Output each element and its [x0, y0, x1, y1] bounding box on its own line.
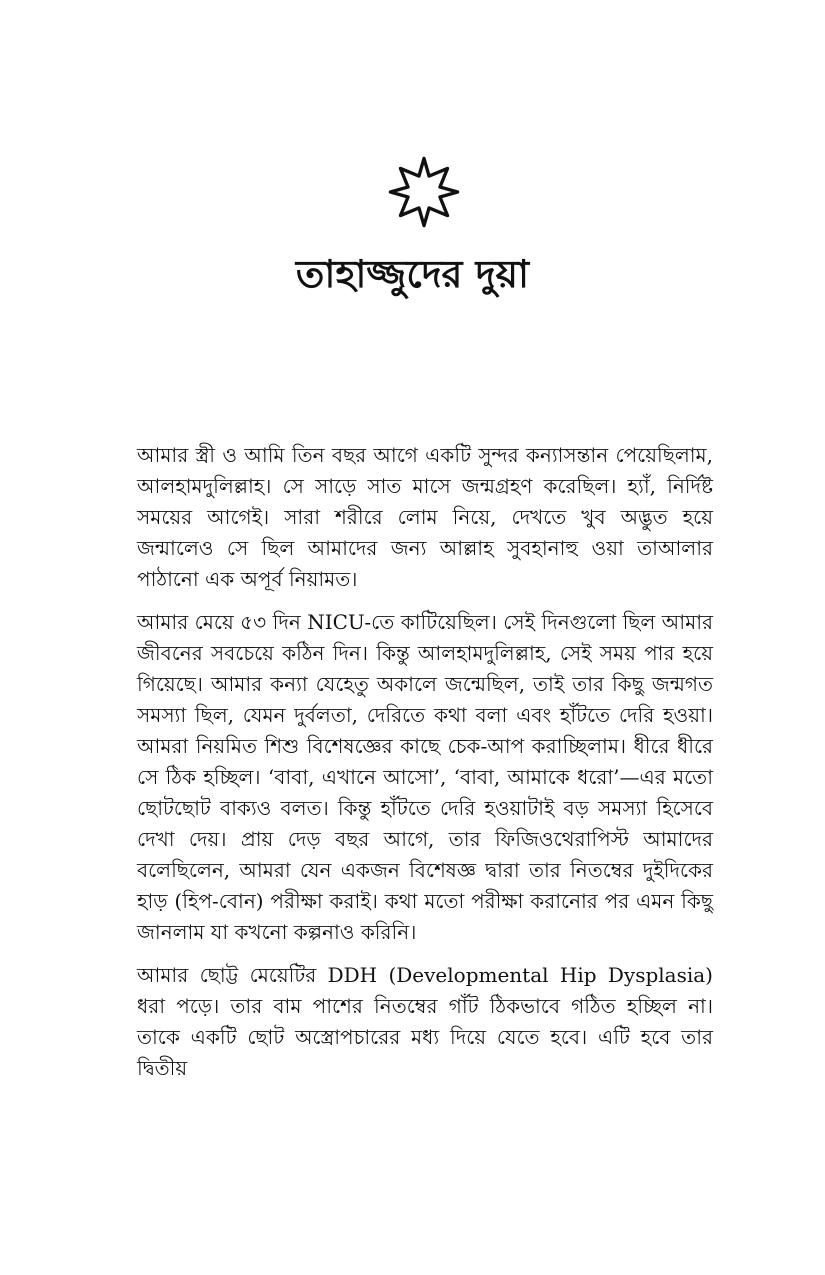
paragraph-1: আমার স্ত্রী ও আমি তিন বছর আগে একটি সুন্দর কন্যাসন্তান পেয়েছিলাম, আলহামদুলিল্লাহ। সে সাড়ে সাত মাসে জন্মগ্রহণ করেছিল। হ্যাঁ, নির্দিষ্ট সময়ের আগেই। সারা শরীরে লোম নিয়ে, দেখতে খুব অদ্ভুত হয়ে জন্মালেও সে ছিল আমাদের জন্য আল্লাহ সুবহানাহু ওয়া তাআলার পাঠানো এক অপূর্ব নিয়ামত। — [137, 443, 713, 591]
eight-point-star-icon — [382, 150, 466, 234]
paragraph-2: আমার মেয়ে ৫৩ দিন NICU-তে কাটিয়েছিল। সেই দিনগুলো ছিল আমার জীবনের সবচেয়ে কঠিন দিন। কিন্তু আলহামদুলিল্লাহ, সেই সময় পার হয়ে গিয়েছে। আমার কন্যা যেহেতু অকালে জন্মেছিল, তাই তার কিছু জন্মগত সমস্যা ছিল, যেমন দুর্বলতা, দেরিতে কথা বলা এবং হাঁটতে দেরি হওয়া। আমরা নিয়মিত শিশু বিশেষজ্ঞের কাছে চেক-আপ করাচ্ছিলাম। ধীরে ধীরে সে ঠিক হচ্ছিল। ‘বাবা, এখানে আসো’, ‘বাবা, আমাকে ধরো’—এর মতো ছোটছোট বাক্যও বলত। কিন্তু হাঁটতে দেরি হওয়াটাই বড় সমস্যা হিসেবে দেখা দেয়। প্রায় দেড় বছর আগে, তার ফিজিওথেরাপিস্ট আমাদের বলেছিলেন, আমরা যেন একজন বিশেষজ্ঞ দ্বারা তার নিতম্বের দুইদিকের হাড় (হিপ-বোন) পরীক্ষা করাই। কথা মতো পরীক্ষা করানোর পর এমন কিছু জানলাম যা কখনো কল্পনাও করিনি। — [137, 610, 713, 944]
chapter-title: তাহাজ্জুদের দুয়া — [295, 252, 530, 296]
paragraph-3: আমার ছোট্ট মেয়েটির DDH (Developmental Hip Dysplasia) ধরা পড়ে। তার বাম পাশের নিতম্বের গাঁট ঠিকভাবে গঠিত হচ্ছিল না। তাকে একটি ছোট অস্ত্রোপচারের মধ্য দিয়ে যেতে হবে। এটি হবে তার দ্বিতীয় — [137, 963, 713, 1080]
body-text — [137, 440, 713, 1096]
